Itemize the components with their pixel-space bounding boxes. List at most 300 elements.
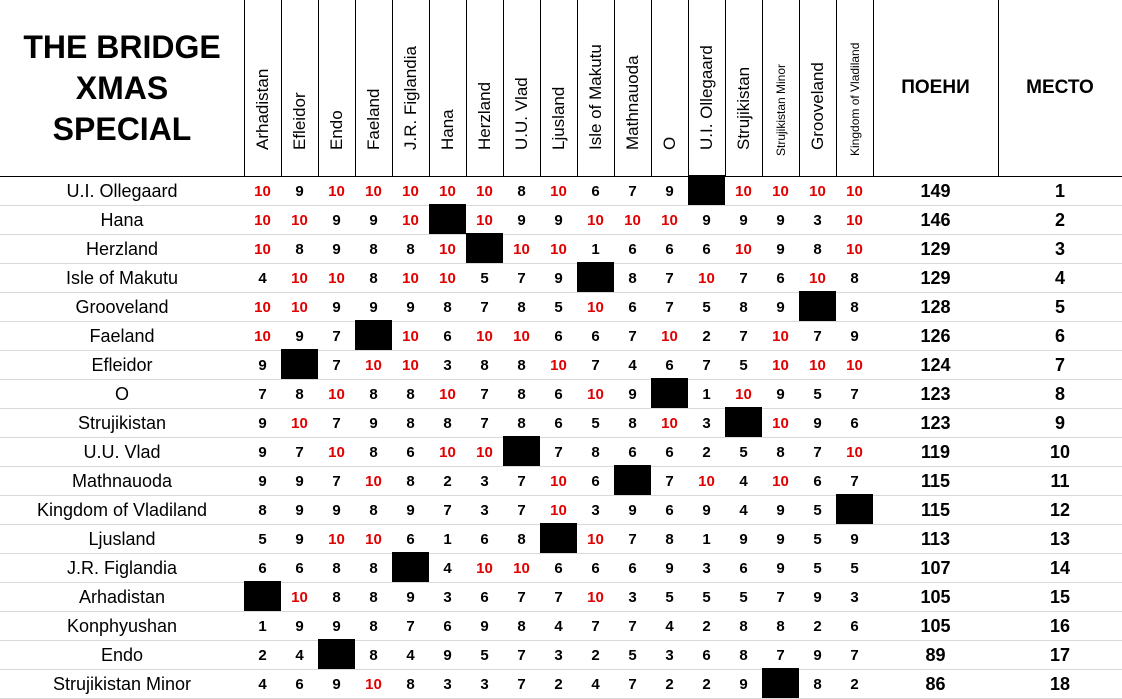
score-cell: 5 <box>258 531 267 548</box>
score-cell: 3 <box>850 589 859 606</box>
score-cell: 10 <box>476 212 493 229</box>
score-cell: 9 <box>295 473 304 490</box>
score-cell: 9 <box>628 386 637 403</box>
column-header-strujikistan-minor <box>762 0 799 176</box>
score-cell: 6 <box>665 241 674 258</box>
score-cell: 10 <box>291 299 308 316</box>
score-cell: 8 <box>369 270 378 287</box>
table-row <box>0 351 1122 380</box>
score-cell: 5 <box>702 299 711 316</box>
score-cell: 7 <box>480 386 489 403</box>
score-cell: 9 <box>258 444 267 461</box>
row-country-name: O <box>114 384 129 404</box>
score-cell: 10 <box>772 357 789 374</box>
score-cell: 2 <box>591 647 600 664</box>
score-cell: 5 <box>628 647 637 664</box>
column-header-label: J.R. Figlandia <box>400 46 420 150</box>
score-cell: 6 <box>702 647 711 664</box>
score-cell: 10 <box>735 241 752 258</box>
score-cell: 10 <box>254 241 271 258</box>
points-value: 119 <box>920 442 951 462</box>
header-divider <box>725 0 726 176</box>
score-cell: 3 <box>443 676 452 693</box>
score-cell: 5 <box>480 270 489 287</box>
score-cell: 9 <box>295 502 304 519</box>
table-row <box>0 496 1122 525</box>
score-cell: 6 <box>480 531 489 548</box>
score-cell: 7 <box>443 502 452 519</box>
place-value: 16 <box>1049 616 1071 636</box>
score-cell: 8 <box>517 415 526 432</box>
score-cell: 10 <box>476 328 493 345</box>
score-cell: 10 <box>254 299 271 316</box>
score-cell: 3 <box>443 589 452 606</box>
table-row <box>0 554 1122 583</box>
score-cell: 10 <box>809 270 826 287</box>
column-header-o <box>651 0 688 176</box>
row-country-name: Herzland <box>85 239 159 259</box>
row-country-name: Ljusland <box>88 529 156 549</box>
column-header-u-u-vlad <box>503 0 540 176</box>
score-cell: 9 <box>665 183 674 200</box>
score-cell: 7 <box>739 328 748 345</box>
score-cell: 10 <box>254 328 271 345</box>
score-cell: 9 <box>776 560 785 577</box>
header-divider <box>503 0 504 176</box>
score-cell: 6 <box>850 618 859 635</box>
score-cell: 10 <box>291 270 308 287</box>
score-cell: 5 <box>813 531 822 548</box>
table-row <box>0 583 1122 612</box>
score-cell: 6 <box>591 328 600 345</box>
score-cell: 9 <box>628 502 637 519</box>
score-cell: 7 <box>406 618 415 635</box>
score-cell: 4 <box>443 560 452 577</box>
score-cell: 8 <box>517 299 526 316</box>
score-cell: 4 <box>739 502 748 519</box>
score-cell: 10 <box>587 212 604 229</box>
score-cell: 9 <box>295 618 304 635</box>
score-cell: 2 <box>554 676 563 693</box>
score-cell: 9 <box>295 531 304 548</box>
score-cell: 10 <box>661 415 678 432</box>
score-cell: 10 <box>402 212 419 229</box>
table-row <box>0 235 1122 264</box>
column-header-label: Strujikistan Minor <box>773 63 788 156</box>
score-cell: 6 <box>702 241 711 258</box>
score-cell: 10 <box>550 241 567 258</box>
points-value: 149 <box>920 181 951 201</box>
place-value: 12 <box>1049 500 1071 520</box>
score-cell: 9 <box>776 299 785 316</box>
score-cell: 7 <box>628 328 637 345</box>
score-cell: 10 <box>698 270 715 287</box>
score-cell: 6 <box>443 618 452 635</box>
score-cell: 7 <box>517 676 526 693</box>
row-country-name: U.U. Vlad <box>83 442 161 462</box>
score-cell: 8 <box>776 618 785 635</box>
score-cell: 9 <box>332 676 341 693</box>
score-cell: 10 <box>328 183 345 200</box>
place-value: 13 <box>1049 529 1071 549</box>
score-cell: 8 <box>850 299 859 316</box>
column-header-ljusland <box>540 0 577 176</box>
score-cell: 8 <box>443 415 452 432</box>
score-cell: 6 <box>665 444 674 461</box>
column-header-label: Endo <box>326 110 346 150</box>
score-cell: 10 <box>587 531 604 548</box>
score-cell: 7 <box>665 299 674 316</box>
score-cell: 8 <box>813 676 822 693</box>
score-cell: 9 <box>739 212 748 229</box>
score-cell: 4 <box>665 618 674 635</box>
score-cell: 8 <box>369 647 378 664</box>
score-cell: 10 <box>772 328 789 345</box>
score-cell: 8 <box>295 386 304 403</box>
score-cell: 7 <box>665 473 674 490</box>
score-cell: 6 <box>554 560 563 577</box>
header-divider <box>355 0 356 176</box>
score-cell: 5 <box>813 502 822 519</box>
score-cell: 8 <box>406 473 415 490</box>
column-header-u-i-ollegaard <box>688 0 725 176</box>
score-cell: 6 <box>295 560 304 577</box>
score-cell: 3 <box>554 647 563 664</box>
score-cell: 10 <box>439 444 456 461</box>
table-row <box>0 670 1122 699</box>
column-header-label: Herzland <box>474 81 494 150</box>
score-cell: 9 <box>850 328 859 345</box>
score-cell: 5 <box>665 589 674 606</box>
score-cell: 7 <box>776 647 785 664</box>
score-cell: 1 <box>702 386 711 403</box>
row-country-name: Arhadistan <box>78 587 166 607</box>
header-divider <box>318 0 319 176</box>
score-cell: 9 <box>332 241 341 258</box>
score-cell: 2 <box>702 676 711 693</box>
column-header-kingdom-of-vladiland <box>836 0 873 176</box>
score-cell: 8 <box>369 502 378 519</box>
score-cell: 7 <box>517 473 526 490</box>
points-value: 115 <box>920 471 951 491</box>
header-divider <box>651 0 652 176</box>
score-cell: 7 <box>480 415 489 432</box>
column-header-label: Arhadistan <box>252 68 272 150</box>
score-cell: 9 <box>332 212 341 229</box>
score-cell: 8 <box>443 299 452 316</box>
column-header-label: Hana <box>437 109 457 150</box>
blocked-cell <box>244 581 281 612</box>
score-cell: 8 <box>369 618 378 635</box>
row-country-name: Strujikistan <box>77 413 167 433</box>
score-cell: 8 <box>406 676 415 693</box>
score-cell: 2 <box>258 647 267 664</box>
score-cell: 7 <box>517 589 526 606</box>
score-cell: 9 <box>258 357 267 374</box>
score-cell: 4 <box>258 676 267 693</box>
place-header: МЕСТО <box>1026 77 1094 98</box>
score-cell: 10 <box>513 560 530 577</box>
table-row <box>0 322 1122 351</box>
score-cell: 6 <box>554 386 563 403</box>
column-header-label: Strujikistan <box>733 66 753 150</box>
score-cell: 8 <box>591 444 600 461</box>
score-cell: 2 <box>443 473 452 490</box>
score-cell: 10 <box>513 328 530 345</box>
score-cell: 10 <box>698 473 715 490</box>
score-cell: 10 <box>365 473 382 490</box>
score-cell: 7 <box>702 357 711 374</box>
column-header-endo <box>318 0 355 176</box>
row-country-name: Faeland <box>89 326 155 346</box>
points-value: 146 <box>920 210 951 230</box>
row-country-name: Grooveland <box>75 297 169 317</box>
score-cell: 7 <box>295 444 304 461</box>
place-value: 18 <box>1049 674 1071 694</box>
score-cell: 9 <box>369 415 378 432</box>
score-cell: 10 <box>661 328 678 345</box>
score-cell: 9 <box>813 415 822 432</box>
score-cell: 3 <box>480 473 489 490</box>
row-country-name: Efleidor <box>91 355 153 375</box>
blocked-cell <box>318 639 355 670</box>
score-cell: 10 <box>809 183 826 200</box>
score-cell: 8 <box>369 444 378 461</box>
table-row <box>0 525 1122 554</box>
score-cell: 2 <box>702 444 711 461</box>
header-divider <box>688 0 689 176</box>
score-cell: 3 <box>702 560 711 577</box>
table-row <box>0 380 1122 409</box>
points-value: 124 <box>920 355 951 375</box>
place-value: 4 <box>1054 268 1065 288</box>
score-cell: 10 <box>291 212 308 229</box>
score-cell: 10 <box>735 183 752 200</box>
score-cell: 10 <box>402 270 419 287</box>
score-cell: 10 <box>476 444 493 461</box>
place-value: 15 <box>1049 587 1071 607</box>
score-cell: 9 <box>258 415 267 432</box>
blocked-cell <box>466 233 503 264</box>
row-country-name: U.I. Ollegaard <box>66 181 178 201</box>
score-cell: 10 <box>772 415 789 432</box>
row-country-name: Kingdom of Vladiland <box>36 500 208 520</box>
score-cell: 6 <box>628 299 637 316</box>
header-divider <box>873 0 874 176</box>
column-header-faeland <box>355 0 392 176</box>
score-cell: 9 <box>702 502 711 519</box>
score-cell: 9 <box>295 183 304 200</box>
points-value: 129 <box>920 268 951 288</box>
score-cell: 10 <box>439 386 456 403</box>
score-cell: 7 <box>517 647 526 664</box>
header-divider <box>577 0 578 176</box>
score-cell: 6 <box>665 502 674 519</box>
score-cell: 4 <box>258 270 267 287</box>
score-cell: 2 <box>850 676 859 693</box>
score-cell: 7 <box>776 589 785 606</box>
score-cell: 7 <box>850 647 859 664</box>
points-value: 129 <box>920 239 951 259</box>
score-cell: 6 <box>628 444 637 461</box>
score-cell: 3 <box>628 589 637 606</box>
score-cell: 9 <box>369 299 378 316</box>
score-cell: 7 <box>739 270 748 287</box>
score-cell: 6 <box>665 357 674 374</box>
points-value: 123 <box>920 384 951 404</box>
score-cell: 10 <box>439 183 456 200</box>
blocked-cell <box>799 291 836 322</box>
score-cell: 8 <box>406 415 415 432</box>
score-cell: 10 <box>254 212 271 229</box>
points-value: 107 <box>920 558 951 578</box>
points-value: 86 <box>925 674 946 694</box>
score-cell: 9 <box>406 299 415 316</box>
score-cell: 6 <box>406 531 415 548</box>
score-cell: 5 <box>480 647 489 664</box>
score-cell: 8 <box>332 560 341 577</box>
row-country-name: Endo <box>100 645 144 665</box>
score-cell: 7 <box>332 473 341 490</box>
blocked-cell <box>725 407 762 438</box>
score-cell: 5 <box>739 357 748 374</box>
score-cell: 8 <box>739 299 748 316</box>
score-cell: 7 <box>554 444 563 461</box>
table-row <box>0 264 1122 293</box>
score-cell: 5 <box>850 560 859 577</box>
score-cell: 10 <box>476 560 493 577</box>
score-cell: 6 <box>480 589 489 606</box>
column-header-mathnauoda <box>614 0 651 176</box>
score-cell: 9 <box>850 531 859 548</box>
score-cell: 4 <box>554 618 563 635</box>
blocked-cell <box>429 204 466 235</box>
score-cell: 7 <box>850 386 859 403</box>
score-cell: 3 <box>480 502 489 519</box>
place-value: 11 <box>1050 471 1070 491</box>
score-cell: 6 <box>554 328 563 345</box>
score-cell: 10 <box>846 241 863 258</box>
score-cell: 10 <box>291 589 308 606</box>
title-line-3: SPECIAL <box>52 110 192 147</box>
score-cell: 9 <box>443 647 452 664</box>
score-cell: 3 <box>665 647 674 664</box>
score-cell: 5 <box>702 589 711 606</box>
score-cell: 4 <box>406 647 415 664</box>
score-cell: 3 <box>702 415 711 432</box>
column-header-isle-of-makutu <box>577 0 614 176</box>
row-country-name: Strujikistan Minor <box>52 674 192 694</box>
points-value: 113 <box>920 529 951 549</box>
score-cell: 6 <box>591 560 600 577</box>
score-cell: 7 <box>332 328 341 345</box>
score-cell: 7 <box>517 502 526 519</box>
column-header-label: Efleidor <box>289 92 309 150</box>
score-cell: 8 <box>258 502 267 519</box>
score-cell: 10 <box>550 183 567 200</box>
title-line-1: THE BRIDGE <box>23 28 221 65</box>
score-cell: 10 <box>439 270 456 287</box>
header-divider <box>799 0 800 176</box>
place-value: 3 <box>1054 239 1065 259</box>
place-value: 6 <box>1054 326 1065 346</box>
table-row <box>0 206 1122 235</box>
score-cell: 5 <box>739 589 748 606</box>
score-cell: 10 <box>402 328 419 345</box>
score-cell: 6 <box>813 473 822 490</box>
score-cell: 10 <box>550 357 567 374</box>
score-cell: 9 <box>258 473 267 490</box>
score-cell: 6 <box>443 328 452 345</box>
score-cell: 9 <box>739 531 748 548</box>
score-cell: 10 <box>661 212 678 229</box>
score-cell: 7 <box>517 270 526 287</box>
score-cell: 4 <box>739 473 748 490</box>
score-cell: 8 <box>406 241 415 258</box>
score-cell: 8 <box>628 415 637 432</box>
score-cell: 2 <box>813 618 822 635</box>
table-row <box>0 438 1122 467</box>
score-cell: 10 <box>587 386 604 403</box>
score-cell: 10 <box>772 183 789 200</box>
score-cell: 8 <box>850 270 859 287</box>
score-cell: 7 <box>480 299 489 316</box>
points-value: 89 <box>925 645 946 665</box>
score-cell: 8 <box>517 618 526 635</box>
score-cell: 10 <box>365 676 382 693</box>
score-cell: 9 <box>406 502 415 519</box>
place-value: 10 <box>1049 442 1071 462</box>
score-cell: 8 <box>369 589 378 606</box>
score-cell: 10 <box>365 357 382 374</box>
score-cell: 7 <box>591 618 600 635</box>
score-cell: 9 <box>776 531 785 548</box>
score-cell: 8 <box>517 357 526 374</box>
score-cell: 7 <box>628 618 637 635</box>
table-row <box>0 612 1122 641</box>
score-cell: 8 <box>628 270 637 287</box>
score-cell: 9 <box>665 560 674 577</box>
score-cell: 8 <box>295 241 304 258</box>
header-divider <box>540 0 541 176</box>
blocked-cell <box>503 436 540 467</box>
score-cell: 10 <box>846 212 863 229</box>
score-cell: 6 <box>776 270 785 287</box>
score-cell: 1 <box>702 531 711 548</box>
header-divider <box>392 0 393 176</box>
score-cell: 7 <box>665 270 674 287</box>
score-cell: 7 <box>813 444 822 461</box>
row-country-name: Hana <box>100 210 144 230</box>
header-divider <box>836 0 837 176</box>
score-cell: 9 <box>332 502 341 519</box>
score-cell: 7 <box>332 415 341 432</box>
column-header-label: U.U. Vlad <box>511 77 531 150</box>
column-header-arhadistan <box>244 0 281 176</box>
header-divider <box>244 0 245 176</box>
score-cell: 10 <box>846 357 863 374</box>
score-cell: 9 <box>295 328 304 345</box>
score-cell: 9 <box>406 589 415 606</box>
place-value: 14 <box>1049 558 1071 578</box>
score-cell: 9 <box>554 212 563 229</box>
place-value: 1 <box>1054 181 1065 201</box>
score-cell: 9 <box>554 270 563 287</box>
score-cell: 10 <box>624 212 641 229</box>
column-header-grooveland <box>799 0 836 176</box>
points-value: 128 <box>920 297 951 317</box>
score-cell: 10 <box>365 183 382 200</box>
